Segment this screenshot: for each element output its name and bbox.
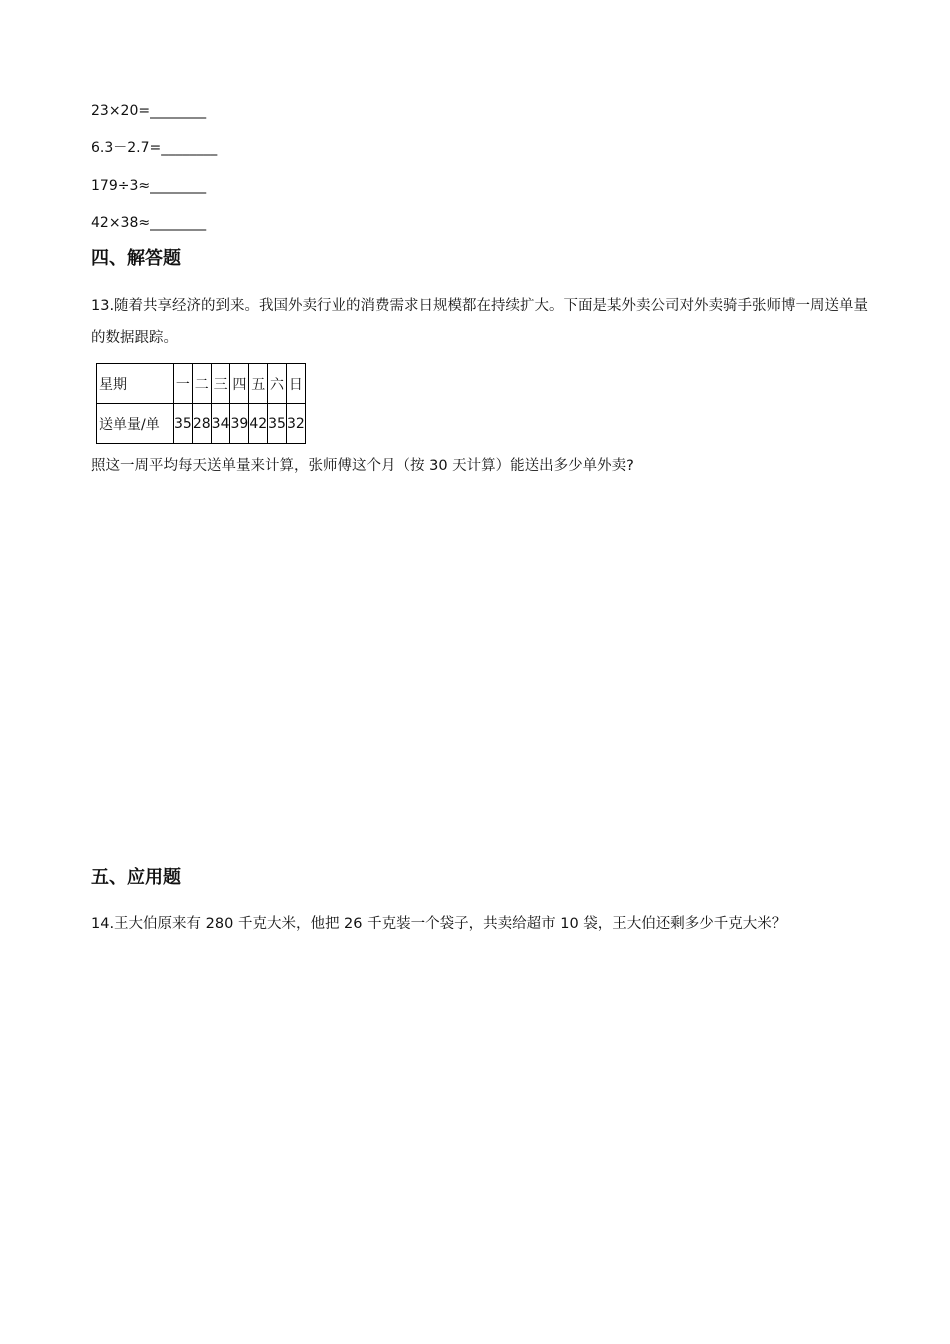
day-cell: 六: [268, 364, 287, 404]
table-row-label: 送单量/单: [97, 404, 174, 444]
calc-line-2: 6.3－2.7=________: [91, 140, 218, 156]
table-row: [97, 404, 306, 444]
day-cell: 二: [192, 364, 211, 404]
day-cell: 三: [211, 364, 230, 404]
day-cell: 日: [286, 364, 305, 404]
day-cell: 四: [230, 364, 249, 404]
value-cell: 35: [268, 404, 287, 444]
value-cell: 34: [211, 404, 230, 444]
section-4-heading: 四、解答题: [91, 248, 181, 269]
value-cell: 35: [174, 404, 193, 444]
section-5-heading: 五、应用题: [91, 867, 181, 888]
question-13-text: 13.随着共享经济的到来。我国外卖行业的消费需求日规模都在持续扩大。下面是某外卖公司对外卖骑手张师博一周送单量的数据跟踪。: [91, 298, 869, 346]
calc-line-4: 42×38≈________: [91, 215, 207, 231]
question-14-text: 14.王大伯原来有 280 千克大米，他把 26 千克装一个袋子，共卖给超市 10 袋，王大伯还剩多少千克大米？: [91, 916, 787, 932]
table-header-label: 星期: [97, 364, 174, 404]
value-cell: 39: [230, 404, 249, 444]
calc-line-1: 23×20=________: [91, 103, 207, 119]
value-cell: 32: [286, 404, 305, 444]
table-row: [97, 364, 306, 404]
value-cell: 28: [192, 404, 211, 444]
question-13-question: 照这一周平均每天送单量来计算，张师傅这个月（按 30 天计算）能送出多少单外卖?: [91, 458, 634, 474]
delivery-data-table: [96, 363, 306, 444]
calc-line-3: 179÷3≈________: [91, 178, 207, 194]
value-cell: 42: [249, 404, 268, 444]
day-cell: 五: [249, 364, 268, 404]
day-cell: 一: [174, 364, 193, 404]
